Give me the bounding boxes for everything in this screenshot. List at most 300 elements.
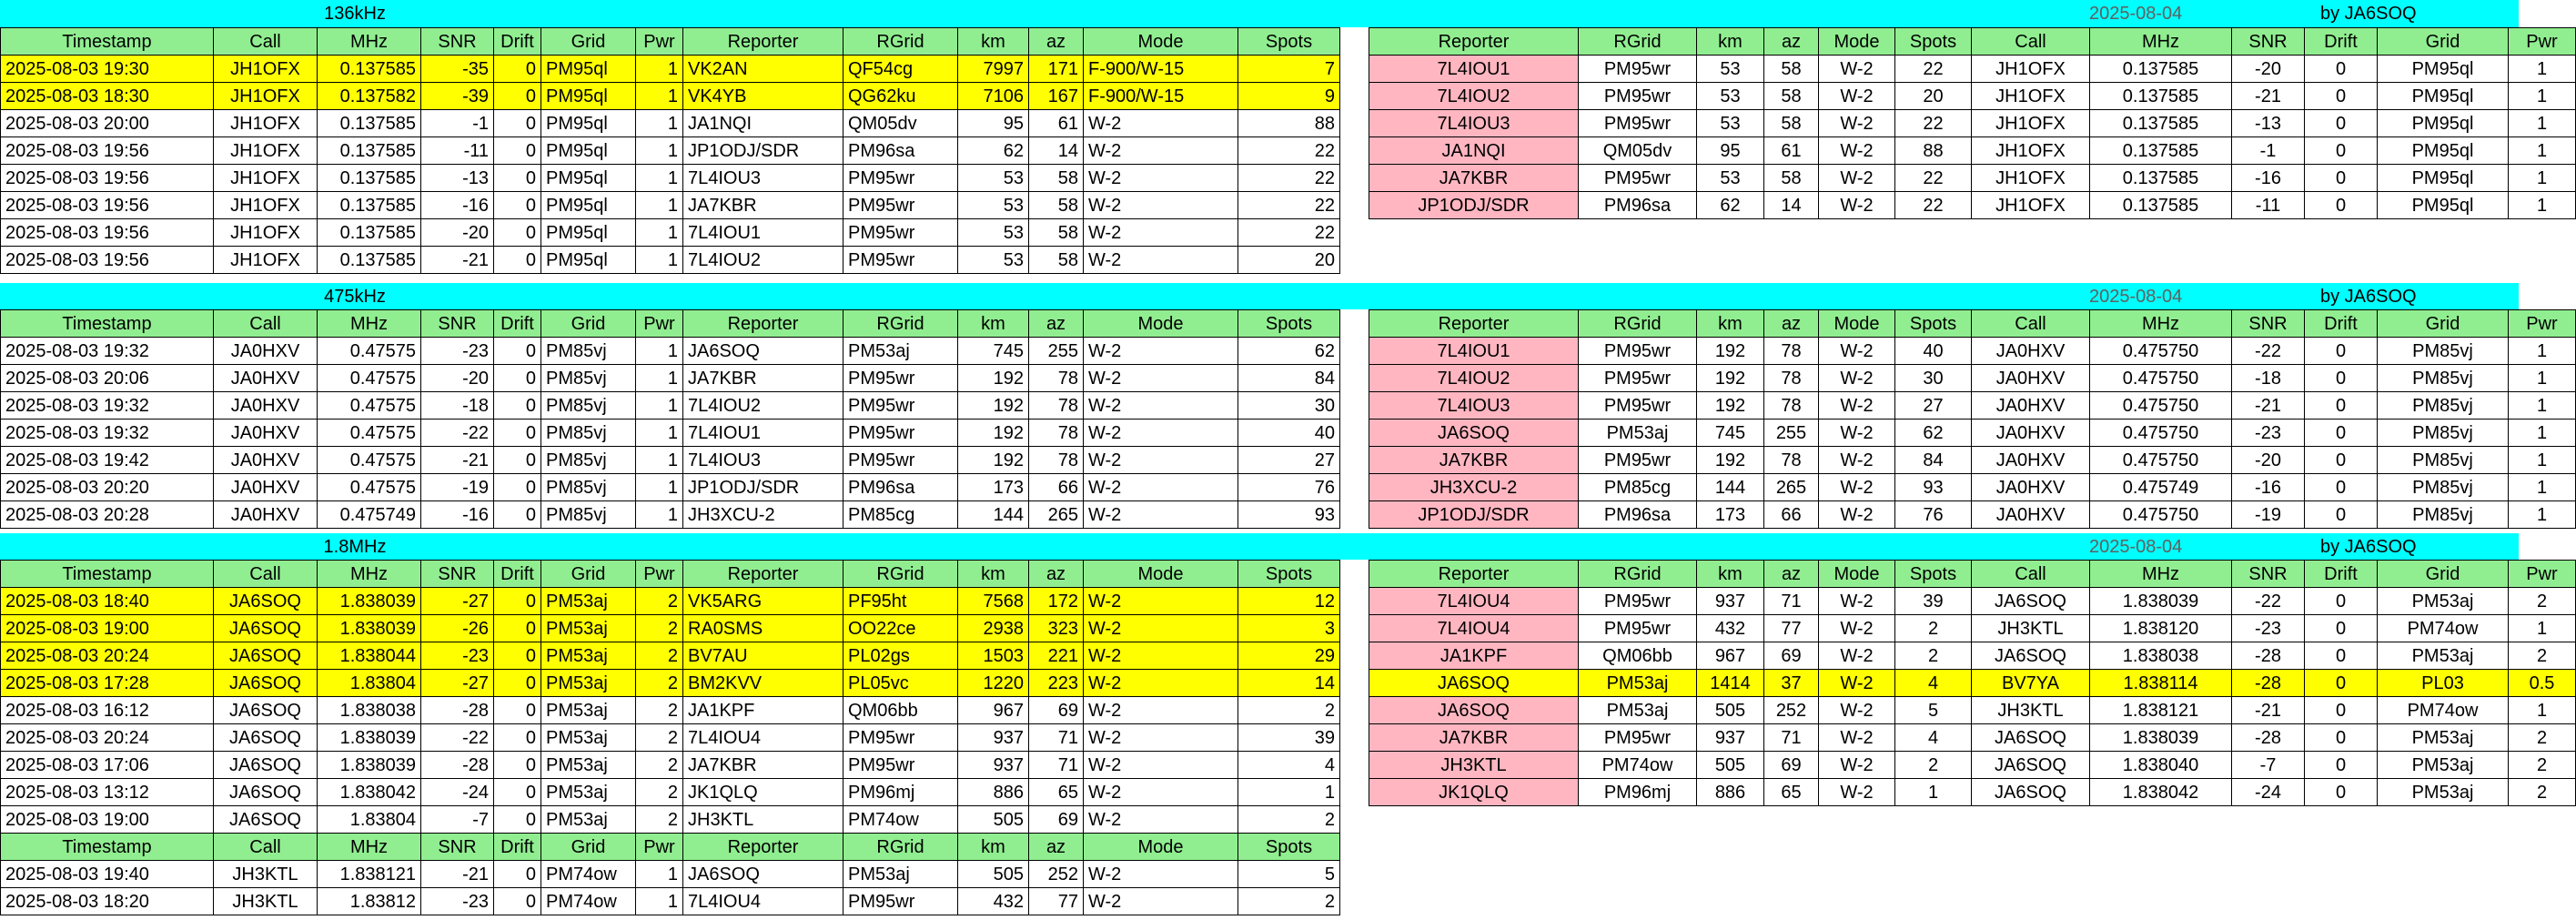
cell-reporter: BV7AU xyxy=(683,642,844,670)
col-header-drift: Drift xyxy=(494,28,541,56)
col-header-rgrid: RGrid xyxy=(844,310,958,338)
cell-timestamp: 2025-08-03 16:12 xyxy=(1,697,214,724)
col-header-mode: Mode xyxy=(1084,561,1238,588)
table-row xyxy=(1,861,1340,888)
table-row xyxy=(1,219,1340,247)
cell-az: 61 xyxy=(1029,110,1084,137)
col-header-pwr: Pwr xyxy=(2509,28,2576,56)
col-header-snr: SNR xyxy=(421,310,494,338)
cell-spots: 14 xyxy=(1238,670,1340,697)
cell-spots: 40 xyxy=(1238,420,1340,447)
cell-mhz: 0.137585 xyxy=(2090,192,2232,219)
table-row xyxy=(1,642,1340,670)
cell-snr: -16 xyxy=(421,501,494,529)
cell-rgrid: PM95wr xyxy=(1579,447,1697,474)
cell-pwr: 2 xyxy=(636,752,683,779)
band-by: by JA6SOQ xyxy=(2320,4,2417,24)
cell-timestamp: 2025-08-03 19:32 xyxy=(1,420,214,447)
cell-pwr: 1 xyxy=(636,861,683,888)
cell-grid: PM85vj xyxy=(2378,338,2509,365)
cell-mhz: 1.838114 xyxy=(2090,670,2232,697)
cell-call: JH1OFX xyxy=(214,137,318,165)
col-header-drift: Drift xyxy=(494,834,541,861)
col-header-reporter: Reporter xyxy=(683,834,844,861)
cell-drift: 0 xyxy=(2305,752,2378,779)
cell-km: 937 xyxy=(1697,588,1764,615)
cell-call: JH3KTL xyxy=(1972,697,2090,724)
cell-km: 1414 xyxy=(1697,670,1764,697)
cell-reporter: JA6SOQ xyxy=(683,861,844,888)
cell-rgrid: PM95wr xyxy=(844,752,958,779)
cell-km: 144 xyxy=(1697,474,1764,501)
table-row xyxy=(1369,501,2576,529)
cell-drift: 0 xyxy=(2305,501,2378,529)
cell-pwr: 1 xyxy=(636,192,683,219)
cell-drift: 0 xyxy=(494,615,541,642)
cell-snr: -16 xyxy=(421,192,494,219)
cell-mode: W-2 xyxy=(1819,83,1895,110)
cell-az: 66 xyxy=(1029,474,1084,501)
band-by: by JA6SOQ xyxy=(2320,537,2417,557)
cell-snr: -11 xyxy=(421,137,494,165)
cell-pwr: 1 xyxy=(636,110,683,137)
cell-mhz: 0.475750 xyxy=(2090,420,2232,447)
cell-drift: 0 xyxy=(2305,724,2378,752)
table-row xyxy=(1,474,1340,501)
cell-grid: PM74ow xyxy=(541,888,636,915)
cell-mhz: 0.137585 xyxy=(318,110,421,137)
col-header-reporter: Reporter xyxy=(683,310,844,338)
cell-spots: 22 xyxy=(1895,192,1972,219)
cell-mode: W-2 xyxy=(1084,137,1238,165)
cell-km: 192 xyxy=(958,365,1029,392)
col-header-snr: SNR xyxy=(2232,310,2305,338)
cell-mode: W-2 xyxy=(1819,447,1895,474)
cell-km: 53 xyxy=(958,192,1029,219)
cell-reporter: JP1ODJ/SDR xyxy=(1369,192,1579,219)
cell-pwr: 1 xyxy=(636,474,683,501)
cell-grid: PM53aj xyxy=(2378,779,2509,806)
cell-mode: W-2 xyxy=(1819,752,1895,779)
col-header-grid: Grid xyxy=(541,834,636,861)
cell-call: JH3KTL xyxy=(214,888,318,915)
cell-timestamp: 2025-08-03 20:00 xyxy=(1,110,214,137)
cell-call: JA0HXV xyxy=(1972,420,2090,447)
cell-timestamp: 2025-08-03 19:42 xyxy=(1,447,214,474)
cell-reporter: VK4YB xyxy=(683,83,844,110)
col-header-rgrid: RGrid xyxy=(1579,561,1697,588)
table-row xyxy=(1369,56,2576,83)
cell-pwr: 2 xyxy=(636,697,683,724)
col-header-snr: SNR xyxy=(2232,28,2305,56)
cell-rgrid: PM95wr xyxy=(844,888,958,915)
cell-rgrid: QG62ku xyxy=(844,83,958,110)
table-row xyxy=(1369,83,2576,110)
cell-reporter: JH3XCU-2 xyxy=(1369,474,1579,501)
cell-snr: -28 xyxy=(2232,642,2305,670)
cell-timestamp: 2025-08-03 18:30 xyxy=(1,83,214,110)
cell-drift: 0 xyxy=(494,192,541,219)
cell-km: 53 xyxy=(958,165,1029,192)
cell-km: 937 xyxy=(958,724,1029,752)
cell-pwr: 2 xyxy=(636,806,683,834)
cell-mode: W-2 xyxy=(1819,110,1895,137)
cell-az: 58 xyxy=(1029,247,1084,274)
band-date: 2025-08-04 xyxy=(2089,287,2183,307)
left-table-1-8mhz-jh3ktl xyxy=(0,833,1340,915)
cell-km: 432 xyxy=(958,888,1029,915)
cell-snr: -20 xyxy=(2232,56,2305,83)
cell-reporter: 7L4IOU2 xyxy=(683,392,844,420)
col-header-pwr: Pwr xyxy=(2509,561,2576,588)
cell-mhz: 1.838039 xyxy=(2090,588,2232,615)
table-row xyxy=(1,888,1340,915)
cell-drift: 0 xyxy=(494,365,541,392)
cell-spots: 76 xyxy=(1238,474,1340,501)
cell-drift: 0 xyxy=(494,110,541,137)
cell-rgrid: PM95wr xyxy=(844,447,958,474)
cell-timestamp: 2025-08-03 18:40 xyxy=(1,588,214,615)
cell-pwr: 1 xyxy=(636,338,683,365)
cell-drift: 0 xyxy=(2305,697,2378,724)
cell-drift: 0 xyxy=(494,861,541,888)
cell-reporter: 7L4IOU1 xyxy=(1369,56,1579,83)
cell-mhz: 0.137585 xyxy=(2090,137,2232,165)
col-header-km: km xyxy=(958,28,1029,56)
cell-mode: W-2 xyxy=(1084,474,1238,501)
cell-drift: 0 xyxy=(2305,165,2378,192)
cell-rgrid: PM95wr xyxy=(1579,56,1697,83)
cell-grid: PM95ql xyxy=(2378,83,2509,110)
cell-timestamp: 2025-08-03 20:24 xyxy=(1,724,214,752)
cell-snr: -1 xyxy=(2232,137,2305,165)
cell-pwr: 1 xyxy=(2509,365,2576,392)
cell-grid: PM85vj xyxy=(2378,501,2509,529)
cell-reporter: JA7KBR xyxy=(1369,165,1579,192)
cell-rgrid: PM85cg xyxy=(844,501,958,529)
cell-rgrid: PL05vc xyxy=(844,670,958,697)
col-header-pwr: Pwr xyxy=(636,28,683,56)
cell-az: 71 xyxy=(1764,724,1819,752)
col-header-mhz: MHz xyxy=(318,310,421,338)
cell-snr: -26 xyxy=(421,615,494,642)
cell-km: 937 xyxy=(1697,724,1764,752)
cell-km: 53 xyxy=(1697,110,1764,137)
cell-call: JH1OFX xyxy=(214,165,318,192)
cell-az: 14 xyxy=(1764,192,1819,219)
cell-pwr: 1 xyxy=(636,365,683,392)
cell-az: 323 xyxy=(1029,615,1084,642)
cell-drift: 0 xyxy=(2305,137,2378,165)
cell-az: 252 xyxy=(1764,697,1819,724)
cell-pwr: 1 xyxy=(2509,420,2576,447)
band-bar-475khz xyxy=(0,283,2519,309)
band-date: 2025-08-04 xyxy=(2089,4,2183,24)
cell-az: 69 xyxy=(1029,697,1084,724)
cell-az: 172 xyxy=(1029,588,1084,615)
cell-call: JA6SOQ xyxy=(1972,752,2090,779)
cell-mhz: 1.83812 xyxy=(318,888,421,915)
cell-spots: 2 xyxy=(1895,752,1972,779)
cell-spots: 2 xyxy=(1238,806,1340,834)
cell-rgrid: PM53aj xyxy=(1579,670,1697,697)
cell-reporter: 7L4IOU1 xyxy=(1369,338,1579,365)
col-header-mhz: MHz xyxy=(318,28,421,56)
cell-rgrid: PM53aj xyxy=(1579,420,1697,447)
table-header-row xyxy=(1369,310,2576,338)
cell-call: JA0HXV xyxy=(214,392,318,420)
cell-reporter: JH3XCU-2 xyxy=(683,501,844,529)
cell-spots: 39 xyxy=(1238,724,1340,752)
cell-drift: 0 xyxy=(2305,338,2378,365)
cell-grid: PM85vj xyxy=(2378,474,2509,501)
cell-spots: 22 xyxy=(1238,219,1340,247)
cell-spots: 62 xyxy=(1895,420,1972,447)
cell-spots: 22 xyxy=(1895,165,1972,192)
cell-reporter: JA1KPF xyxy=(1369,642,1579,670)
col-header-grid: Grid xyxy=(541,561,636,588)
col-header-reporter: Reporter xyxy=(1369,310,1579,338)
col-header-mhz: MHz xyxy=(2090,561,2232,588)
cell-timestamp: 2025-08-03 18:20 xyxy=(1,888,214,915)
table-row xyxy=(1,338,1340,365)
cell-spots: 2 xyxy=(1895,615,1972,642)
cell-grid: PM95ql xyxy=(541,83,636,110)
cell-spots: 3 xyxy=(1238,615,1340,642)
cell-reporter: 7L4IOU2 xyxy=(1369,83,1579,110)
col-header-mode: Mode xyxy=(1084,834,1238,861)
cell-pwr: 1 xyxy=(636,420,683,447)
cell-call: JH1OFX xyxy=(214,192,318,219)
cell-mhz: 0.47575 xyxy=(318,338,421,365)
band-by: by JA6SOQ xyxy=(2320,287,2417,307)
cell-pwr: 1 xyxy=(636,888,683,915)
table-header-row xyxy=(1369,28,2576,56)
cell-grid: PM95ql xyxy=(2378,192,2509,219)
band-bar-1-8mhz xyxy=(0,533,2519,560)
col-header-km: km xyxy=(958,310,1029,338)
table-row xyxy=(1369,110,2576,137)
cell-pwr: 2 xyxy=(636,642,683,670)
cell-km: 886 xyxy=(958,779,1029,806)
cell-mode: W-2 xyxy=(1819,642,1895,670)
cell-drift: 0 xyxy=(494,642,541,670)
cell-drift: 0 xyxy=(494,752,541,779)
cell-drift: 0 xyxy=(2305,670,2378,697)
cell-az: 77 xyxy=(1764,615,1819,642)
cell-az: 66 xyxy=(1764,501,1819,529)
cell-grid: PM95ql xyxy=(2378,56,2509,83)
cell-reporter: JA6SOQ xyxy=(1369,697,1579,724)
cell-reporter: 7L4IOU3 xyxy=(1369,392,1579,420)
cell-drift: 0 xyxy=(494,670,541,697)
cell-spots: 5 xyxy=(1238,861,1340,888)
cell-call: JH1OFX xyxy=(1972,137,2090,165)
cell-mode: W-2 xyxy=(1084,338,1238,365)
cell-mhz: 0.47575 xyxy=(318,365,421,392)
table-row xyxy=(1369,447,2576,474)
cell-pwr: 0.5 xyxy=(2509,670,2576,697)
cell-call: JH1OFX xyxy=(214,110,318,137)
cell-spots: 1 xyxy=(1238,779,1340,806)
cell-snr: -21 xyxy=(421,447,494,474)
col-header-timestamp: Timestamp xyxy=(1,561,214,588)
table-row xyxy=(1,447,1340,474)
cell-drift: 0 xyxy=(494,447,541,474)
cell-rgrid: PM95wr xyxy=(1579,110,1697,137)
col-header-timestamp: Timestamp xyxy=(1,310,214,338)
cell-reporter: JA7KBR xyxy=(1369,447,1579,474)
col-header-snr: SNR xyxy=(421,834,494,861)
col-header-km: km xyxy=(958,834,1029,861)
cell-km: 432 xyxy=(1697,615,1764,642)
cell-mhz: 1.838039 xyxy=(318,752,421,779)
cell-reporter: JA7KBR xyxy=(683,365,844,392)
cell-rgrid: PM95wr xyxy=(844,365,958,392)
cell-km: 144 xyxy=(958,501,1029,529)
cell-drift: 0 xyxy=(2305,447,2378,474)
cell-mode: W-2 xyxy=(1084,861,1238,888)
table-header-row xyxy=(1,310,1340,338)
cell-grid: PM53aj xyxy=(2378,724,2509,752)
cell-rgrid: PM53aj xyxy=(844,338,958,365)
cell-az: 71 xyxy=(1029,724,1084,752)
cell-drift: 0 xyxy=(494,56,541,83)
cell-drift: 0 xyxy=(494,165,541,192)
cell-snr: -21 xyxy=(2232,392,2305,420)
cell-mode: F-900/W-15 xyxy=(1084,56,1238,83)
cell-call: JA6SOQ xyxy=(214,806,318,834)
cell-grid: PM95ql xyxy=(2378,165,2509,192)
cell-mhz: 0.47575 xyxy=(318,447,421,474)
cell-snr: -7 xyxy=(421,806,494,834)
cell-pwr: 1 xyxy=(2509,338,2576,365)
cell-mhz: 0.137585 xyxy=(2090,110,2232,137)
col-header-pwr: Pwr xyxy=(636,561,683,588)
cell-pwr: 1 xyxy=(2509,501,2576,529)
cell-mhz: 1.838038 xyxy=(318,697,421,724)
cell-km: 505 xyxy=(958,861,1029,888)
cell-mhz: 0.137585 xyxy=(318,137,421,165)
cell-mhz: 0.475750 xyxy=(2090,365,2232,392)
table-row xyxy=(1,697,1340,724)
cell-km: 505 xyxy=(958,806,1029,834)
table-row xyxy=(1369,642,2576,670)
col-header-drift: Drift xyxy=(2305,561,2378,588)
table-row xyxy=(1,365,1340,392)
cell-mhz: 0.137585 xyxy=(318,56,421,83)
cell-call: JH1OFX xyxy=(214,83,318,110)
table-header-row xyxy=(1,28,1340,56)
cell-az: 58 xyxy=(1029,219,1084,247)
cell-spots: 29 xyxy=(1238,642,1340,670)
cell-az: 78 xyxy=(1764,365,1819,392)
col-header-spots: Spots xyxy=(1895,310,1972,338)
cell-reporter: 7L4IOU4 xyxy=(683,888,844,915)
cell-pwr: 1 xyxy=(2509,192,2576,219)
cell-rgrid: PM96sa xyxy=(1579,192,1697,219)
col-header-snr: SNR xyxy=(421,28,494,56)
cell-spots: 93 xyxy=(1238,501,1340,529)
cell-mode: W-2 xyxy=(1084,752,1238,779)
col-header-snr: SNR xyxy=(421,561,494,588)
cell-mhz: 1.838039 xyxy=(318,588,421,615)
cell-drift: 0 xyxy=(2305,83,2378,110)
cell-spots: 93 xyxy=(1895,474,1972,501)
cell-mhz: 0.137585 xyxy=(2090,56,2232,83)
cell-snr: -24 xyxy=(421,779,494,806)
col-header-call: Call xyxy=(214,310,318,338)
table-row xyxy=(1369,392,2576,420)
cell-mode: W-2 xyxy=(1819,392,1895,420)
col-header-spots: Spots xyxy=(1238,561,1340,588)
cell-grid: PL03 xyxy=(2378,670,2509,697)
cell-grid: PM53aj xyxy=(541,615,636,642)
cell-km: 173 xyxy=(1697,501,1764,529)
cell-km: 1220 xyxy=(958,670,1029,697)
cell-reporter: JA6SOQ xyxy=(683,338,844,365)
cell-snr: -28 xyxy=(421,697,494,724)
cell-rgrid: QM06bb xyxy=(844,697,958,724)
col-header-call: Call xyxy=(214,561,318,588)
cell-pwr: 1 xyxy=(2509,56,2576,83)
cell-spots: 30 xyxy=(1895,365,1972,392)
table-row xyxy=(1,615,1340,642)
cell-mhz: 0.137585 xyxy=(2090,165,2232,192)
table-row xyxy=(1369,752,2576,779)
col-header-call: Call xyxy=(1972,28,2090,56)
table-row xyxy=(1369,474,2576,501)
cell-call: JA0HXV xyxy=(1972,501,2090,529)
cell-mode: W-2 xyxy=(1084,588,1238,615)
cell-az: 252 xyxy=(1029,861,1084,888)
cell-reporter: JH3KTL xyxy=(683,806,844,834)
cell-grid: PM53aj xyxy=(541,588,636,615)
cell-mode: W-2 xyxy=(1819,365,1895,392)
left-table-136khz xyxy=(0,27,1340,274)
cell-mhz: 1.838042 xyxy=(318,779,421,806)
band-bar-136khz xyxy=(0,0,2519,27)
cell-km: 62 xyxy=(958,137,1029,165)
cell-pwr: 1 xyxy=(636,83,683,110)
cell-reporter: JP1ODJ/SDR xyxy=(683,137,844,165)
table-row xyxy=(1,779,1340,806)
cell-mhz: 0.137585 xyxy=(318,165,421,192)
cell-timestamp: 2025-08-03 13:12 xyxy=(1,779,214,806)
cell-mode: W-2 xyxy=(1819,338,1895,365)
cell-reporter: JA7KBR xyxy=(683,192,844,219)
table-row xyxy=(1,501,1340,529)
cell-az: 78 xyxy=(1764,338,1819,365)
cell-pwr: 1 xyxy=(636,137,683,165)
cell-pwr: 1 xyxy=(636,219,683,247)
cell-call: JA6SOQ xyxy=(214,642,318,670)
cell-snr: -20 xyxy=(421,365,494,392)
cell-call: JH1OFX xyxy=(214,247,318,274)
cell-snr: -39 xyxy=(421,83,494,110)
cell-reporter: 7L4IOU1 xyxy=(683,219,844,247)
cell-mhz: 0.475750 xyxy=(2090,392,2232,420)
cell-az: 265 xyxy=(1029,501,1084,529)
cell-mhz: 0.137585 xyxy=(2090,83,2232,110)
cell-az: 71 xyxy=(1764,588,1819,615)
cell-km: 886 xyxy=(1697,779,1764,806)
table-row xyxy=(1369,192,2576,219)
cell-mode: W-2 xyxy=(1084,806,1238,834)
cell-drift: 0 xyxy=(2305,192,2378,219)
cell-reporter: JH3KTL xyxy=(1369,752,1579,779)
cell-call: JA0HXV xyxy=(214,365,318,392)
